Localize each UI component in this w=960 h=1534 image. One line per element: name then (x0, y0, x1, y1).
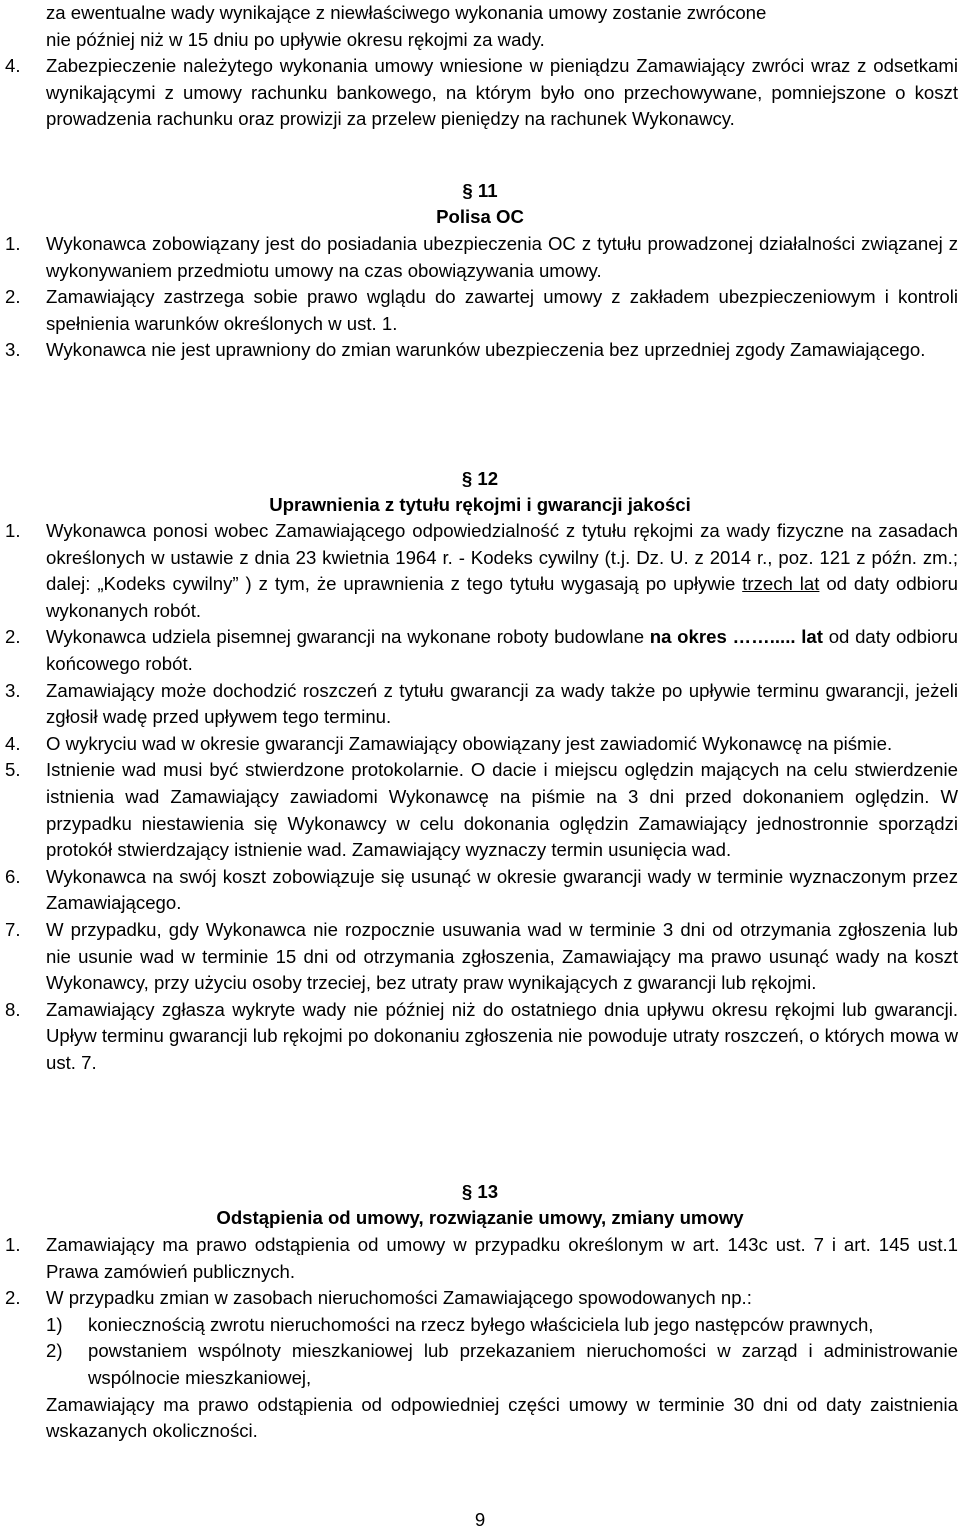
sub-item-text: powstaniem wspólnoty mieszkaniowej lub przekazaniem nieruchomości w zarząd i administrowanie wspólnocie mieszkaniowej, (88, 1340, 958, 1388)
item-text: Zabezpieczenie należytego wykonania umowy wniesione w pieniądzu Zamawiający zwróci wraz z odsetkami wynikającymi z umowy rachunku bankowego, na którym było ono przechowywane, pomniejszone o koszt prowadzenia rachunku oraz prowizji za przelew pieniędzy na rachunek Wykonawcy. (46, 55, 958, 130)
bold-term: na okres ……..... lat (649, 626, 823, 648)
continuation-line-1: za ewentualne wady wynikające z niewłaściwego wykonania umowy zostanie zwrócone (46, 2, 767, 23)
list-item (0, 624, 960, 677)
continuation-line-2: nie później niż w 15 dniu po upływie okresu rękojmi za wady. (46, 28, 545, 50)
item-text: Zamawiający zgłasza wykryte wady nie później niż do ostatniego dnia upływu okresu rękojmi lub gwarancji. Upływ terminu gwarancji lub rękojmi po dokonaniu zgłoszenia nie powoduje utraty roszczeń, o których mowa w ust. 7. (46, 998, 958, 1073)
section-13-title: Odstąpienia od umowy, rozwiązanie umowy, zmiany umowy (216, 1207, 744, 1228)
list-item (0, 864, 960, 917)
item-number: 6. (5, 865, 21, 887)
item-text: Zamawiający zastrzega sobie prawo wglądu do zawartej umowy z zakładem ubezpieczeniowym i kontroli spełnienia warunków określonych w ust. 1. (46, 286, 958, 334)
list-item (0, 337, 960, 364)
list-item (0, 1232, 960, 1285)
item-text: O wykryciu wad w okresie gwarancji Zamawiający obowiązany jest zawiadomić Wykonawcę na piśmie. (46, 732, 893, 754)
item-number: 3. (5, 339, 21, 361)
item-number: 2. (5, 286, 21, 308)
sub-item-number: 1) (46, 1313, 63, 1335)
sub-item-text: koniecznością zwrotu nieruchomości na rzecz byłego właściciela lub jego następców prawnych, (88, 1313, 874, 1335)
list-item (0, 757, 960, 863)
sub-list-item (0, 1338, 960, 1391)
item-text: Zamawiający może dochodzić roszczeń z tytułu gwarancji za wady także po upływie terminu gwarancji, jeżeli zgłosił wadę przed upływem tego terminu. (46, 679, 958, 728)
item-number: 2. (5, 626, 21, 648)
list-item (0, 284, 960, 337)
underlined-term: trzech lat (742, 573, 820, 595)
section-11-number: § 11 (462, 180, 498, 201)
sec10-item-4 (0, 53, 960, 133)
item-text: Zamawiający ma prawo odstąpienia od umowy w przypadku określonym w art. 143c ust. 7 i art. 145 ust.1 Prawa zamówień publicznych. (46, 1234, 958, 1282)
continuation-paragraph (0, 0, 960, 53)
item-text: W przypadku, gdy Wykonawca nie rozpocznie usuwania wad w terminie 3 dni od otrzymania zgłoszenia lub nie usunie wad w terminie 15 dni od otrzymania zgłoszenia, Zamawiający ma prawo usunąć wady na koszt Wykonawcy, przy użyciu osoby trzeciej, bez utraty praw wynikających z gwarancji lub rękojmi. (46, 918, 958, 994)
section-11-list (0, 231, 960, 364)
item-text: Wykonawca ponosi wobec Zamawiającego odpowiedzialność z tytułu rękojmi za wady fizyczne na zasadach określonych w ustawie z dnia 23 kwietnia 1964 r. - Kodeks cywilny (t.j. Dz. U. z 2014 r., poz. 121 z późn. zm.; dalej: „Kodeks cywilny” ) z tym, że uprawnienia z tego tytułu wygasają po upływie (46, 520, 958, 595)
list-item (0, 678, 960, 731)
item-text: Wykonawca nie jest uprawniony do zmian warunków ubezpieczenia bez uprzedniej zgody Zamawiającego. (46, 339, 926, 361)
item-number: 4. (5, 55, 21, 76)
section-13-list (0, 1232, 960, 1445)
section-12-list (0, 518, 960, 1076)
item-text: od daty odbioru końcowego robót. (46, 626, 958, 674)
item-text: Wykonawca na swój koszt zobowiązuje się usunąć w okresie gwarancji wady w terminie wyznaczonym przez Zamawiającego. (46, 865, 958, 914)
closing-paragraph: Zamawiający ma prawo odstąpienia od odpowiedniej części umowy w terminie 30 dni od daty zaistnienia wskazanych okoliczności. (46, 1393, 958, 1442)
item-number: 5. (5, 759, 21, 781)
item-text: Wykonawca udziela pisemnej gwarancji na wykonane roboty budowlane (46, 626, 650, 648)
item-number: 2. (5, 1287, 21, 1309)
item-text: W przypadku zmian w zasobach nieruchomości Zamawiającego spowodowanych np.: (46, 1287, 752, 1309)
list-item (0, 997, 960, 1077)
page-number: 9 (474, 1509, 486, 1530)
item-text: od daty odbioru wykonanych robót. (46, 573, 959, 621)
sub-item-number: 2) (46, 1340, 63, 1362)
list-item (0, 917, 960, 997)
list-item (0, 231, 960, 284)
section-11-title: Polisa OC (436, 206, 524, 227)
sub-list-item (0, 1312, 960, 1339)
list-item (0, 731, 960, 758)
item-number: 1. (5, 1234, 21, 1255)
item-number: 1. (5, 233, 21, 254)
item-number: 7. (5, 918, 21, 940)
item-text: Istnienie wad musi być stwierdzone protokolarnie. O dacie i miejscu oględzin mających na celu stwierdzenie istnienia wad Zamawiający zawiadomi Wykonawcę na piśmie na 3 dni przed dokonaniem oględzin. W przypadku niestawienia się Wykonawcy w celu dokonania oględzin Zamawiający jednostronnie sporządzi protokół stwierdzający istnienie wad. Zamawiający wyznaczy termin usunięcia wad. (46, 759, 958, 861)
section-12-title: Uprawnienia z tytułu rękojmi i gwarancji jakości (269, 494, 691, 515)
section-13-number: § 13 (461, 1181, 499, 1202)
item-number: 8. (5, 998, 21, 1020)
item-number: 3. (5, 679, 21, 701)
list-item (0, 1285, 960, 1312)
section-12-number: § 12 (461, 468, 499, 489)
item-number: 4. (5, 732, 21, 754)
item-text: Wykonawca zobowiązany jest do posiadania ubezpieczenia OC z tytułu prowadzonej działalności związanej z wykonywaniem przedmiotu umowy na czas obowiązywania umowy. (46, 233, 958, 281)
item-number: 1. (5, 520, 21, 541)
list-item (0, 518, 960, 624)
